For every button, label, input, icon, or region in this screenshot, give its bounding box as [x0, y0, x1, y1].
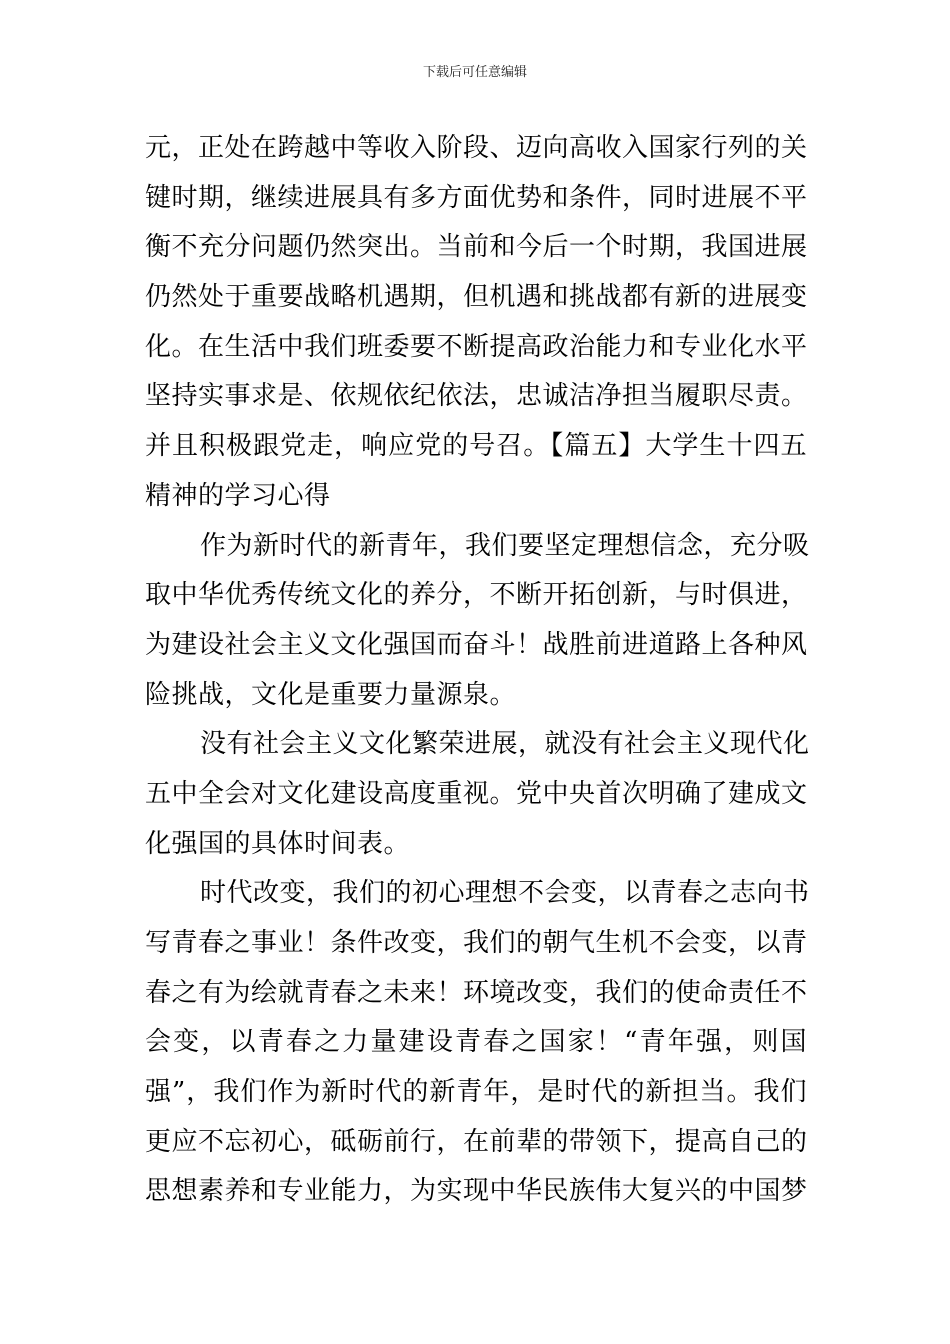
text-line: 键时期，继续进展具有多方面优势和条件，同时进展不平 [145, 182, 808, 213]
paragraph-first-line: 没有社会主义文化繁荣进展，就没有社会主义现代化 [200, 729, 810, 760]
text-line: 元，正处在跨越中等收入阶段、迈向高收入国家行列的关 [145, 133, 808, 163]
text-line: 险挑战，文化是重要力量源泉。 [145, 679, 517, 710]
text-line: 坚持实事求是、依规依纪依法，忠诚洁净担当履职尽责。 [145, 381, 808, 412]
text-line: 衡不充分问题仍然突出。当前和今后一个时期，我国进展 [145, 232, 808, 263]
text-line: 写青春之事业！条件改变，我们的朝气生机不会变，以青 [145, 928, 808, 958]
text-line: 化强国的具体时间表。 [145, 828, 411, 859]
text-line: 取中华优秀传统文化的养分，不断开拓创新，与时俱进， [145, 580, 808, 611]
page-header: 下载后可任意编辑 [422, 65, 527, 80]
text-line: 会变，以青春之力量建设青春之国家！“青年强，则国 [145, 1027, 807, 1058]
text-line: 更应不忘初心，砥砺前行，在前辈的带领下，提高自己的 [145, 1126, 808, 1157]
text-line: 强”，我们作为新时代的新青年，是时代的新担当。我们 [145, 1077, 807, 1108]
text-line: 春之有为绘就青春之未来！环境改变，我们的使命责任不 [145, 977, 808, 1008]
paragraph-first-line: 作为新时代的新青年，我们要坚定理想信念，充分吸 [200, 530, 810, 561]
text-line: 为建设社会主义文化强国而奋斗！战胜前进道路上各种风 [145, 629, 808, 660]
text-line: 并且积极跟党走，响应党的号召。【篇五】大学生十四五 [145, 431, 807, 462]
document-body [145, 124, 810, 1217]
text-line: 五中全会对文化建设高度重视。党中央首次明确了建成文 [145, 778, 808, 809]
paragraph-first-line: 时代改变，我们的初心理想不会变，以青春之志向书 [200, 878, 810, 909]
text-line: 精神的学习心得 [145, 480, 331, 511]
text-line: 仍然处于重要战略机遇期，但机遇和挑战都有新的进展变 [145, 282, 808, 313]
text-line: 思想素养和专业能力，为实现中华民族伟大复兴的中国梦 [145, 1176, 808, 1207]
text-line: 化。在生活中我们班委要不断提高政治能力和专业化水平 [145, 331, 808, 362]
